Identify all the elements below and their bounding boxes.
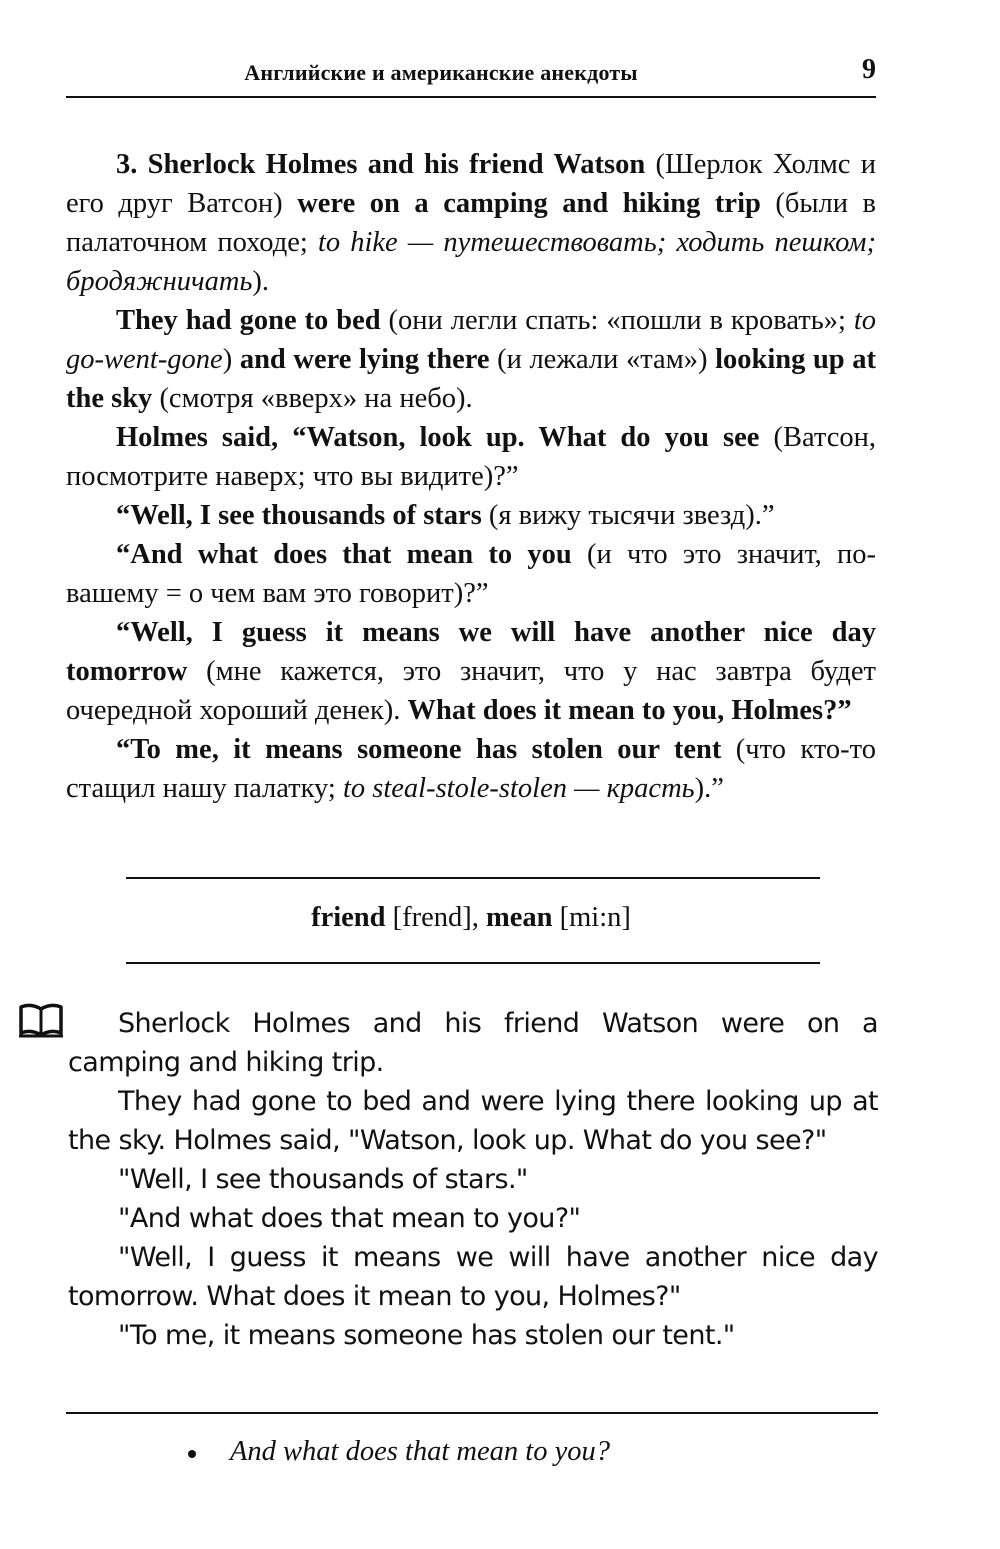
gloss: (смотря «вверх» на небо). bbox=[152, 383, 473, 414]
annotated-text bbox=[66, 145, 876, 808]
annotated-paragraph-4 bbox=[66, 496, 876, 535]
bold-phrase: looking up at the sky bbox=[66, 344, 876, 414]
bold-phrase: and were lying there bbox=[239, 344, 490, 375]
vocab-word: mean bbox=[486, 902, 553, 933]
original-paragraph-4: "And what does that mean to you?" bbox=[118, 1203, 581, 1234]
bold-phrase: Holmes said, “Watson, look up. What do you see bbox=[116, 422, 760, 453]
gloss: (мне кажется, это значит, что у нас завтра будет очередной хороший денек). bbox=[66, 656, 876, 726]
transcription: [mi:n] bbox=[552, 902, 631, 933]
gloss: (и лежали «там») bbox=[489, 344, 716, 375]
bold-phrase: were on a camping and hiking trip bbox=[297, 188, 761, 219]
bold-phrase: “To me, it means someone has stolen our tent bbox=[116, 734, 722, 765]
italic-gloss: to steal-stole-stolen — красть bbox=[342, 773, 695, 804]
bold-phrase: They had gone to bed bbox=[116, 305, 381, 336]
original-paragraph-3: "Well, I see thousands of stars." bbox=[118, 1164, 528, 1195]
gloss: (что кто-то стащил нашу палатку; bbox=[66, 734, 876, 804]
original-paragraph-5: "Well, I guess it means we will have another nice day tomorrow. What does it mean to you, Holmes?" bbox=[68, 1242, 878, 1312]
original-paragraph-1: Sherlock Holmes and his friend Watson were on a camping and hiking trip. bbox=[68, 1008, 878, 1078]
bold-phrase: “Well, I see thousands of stars bbox=[116, 500, 482, 531]
gloss: (они легли спать: «пошли в кровать»; bbox=[380, 305, 854, 336]
italic-gloss: to go-went-gone bbox=[66, 305, 876, 375]
transcription: [frend], bbox=[385, 902, 487, 933]
divider-rule bbox=[126, 962, 820, 964]
divider-rule bbox=[126, 877, 820, 879]
italic-gloss: to hike — путешествовать; ходить пешком; бродяжничать bbox=[66, 227, 876, 297]
gloss: ) bbox=[222, 344, 240, 375]
pronunciation-line bbox=[66, 902, 876, 934]
gloss: ). bbox=[252, 266, 270, 297]
bullet-icon bbox=[188, 1450, 196, 1458]
open-book-icon bbox=[18, 1003, 64, 1039]
original-text bbox=[68, 1004, 878, 1355]
page-number: 9 bbox=[862, 54, 876, 85]
bold-phrase: “And what does that mean to you bbox=[116, 539, 572, 570]
annotated-paragraph-6 bbox=[66, 613, 876, 730]
annotated-paragraph-5 bbox=[66, 535, 876, 613]
gloss: (я вижу тысячи звезд).” bbox=[481, 500, 775, 531]
original-paragraph-6: "To me, it means someone has stolen our tent." bbox=[118, 1320, 735, 1351]
bold-phrase: What does it mean to you, Holmes?” bbox=[407, 695, 852, 726]
gloss: (и что это значит, по-вашему = о чем вам это говорит)?” bbox=[66, 539, 876, 609]
gloss: ).” bbox=[694, 773, 724, 804]
gloss: (Ватсон, посмотрите наверх; что вы видите)?” bbox=[66, 422, 876, 492]
running-header bbox=[66, 52, 876, 98]
exercise-item: And what does that mean to you? bbox=[230, 1436, 610, 1467]
running-title: Английские и американские анекдоты bbox=[244, 60, 638, 85]
divider-rule bbox=[66, 1412, 878, 1414]
annotated-paragraph-1 bbox=[66, 145, 876, 301]
bold-phrase: “Well, I guess it means we will have another nice day tomorrow bbox=[66, 617, 876, 687]
annotated-paragraph-3 bbox=[66, 418, 876, 496]
gloss: (Шерлок Холмс и его друг Ватсон) bbox=[66, 149, 876, 219]
annotated-paragraph-2 bbox=[66, 301, 876, 418]
gloss: (были в палаточном походе; bbox=[66, 188, 877, 258]
original-paragraph-2: They had gone to bed and were lying there looking up at the sky. Holmes said, "Watson, look up. What do you see?" bbox=[68, 1086, 878, 1156]
vocab-word: friend bbox=[311, 902, 386, 933]
annotated-paragraph-7 bbox=[66, 730, 876, 808]
bold-phrase: 3. Sherlock Holmes and his friend Watson bbox=[116, 149, 646, 180]
